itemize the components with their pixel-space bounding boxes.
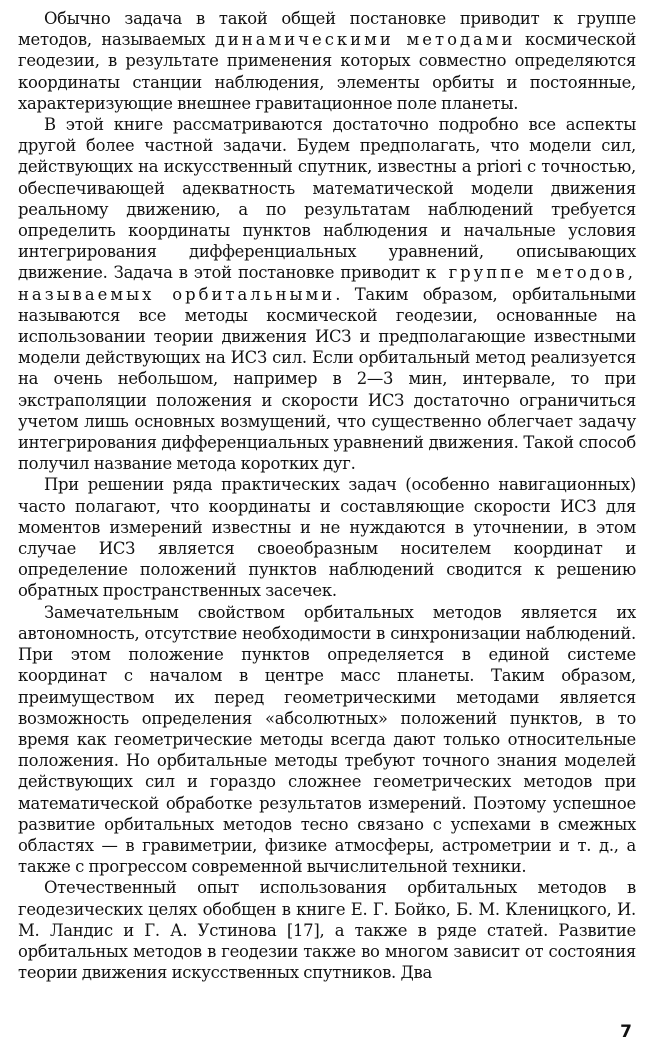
paragraph-dynamic-methods (18, 8, 636, 114)
paragraph-text: В этой книге рассматриваются достаточно подробно все аспекты другой более частной задачи. Будем предполагать, что модели сил, действующих на искусственный спутник, известны a priori с точностью, обеспечивающей адекватность математической модели движения реальному движению, а по результатам наблюдений требуется определить координаты пунктов наблюдения и начальные условия интегрирования дифференциальных уравнений, описывающих движение. Задача в этой постановке приводит (18, 115, 636, 283)
paragraph-navigation (18, 474, 636, 601)
page-body (18, 8, 636, 983)
paragraph-text: космической геодезии, в результате применения которых совместно определяются координаты станции наблюдения, элементы орбиты и постоянные, характеризующие внешнее гравитационное поле планеты. (18, 30, 637, 113)
paragraph-text: Замечательным свойством орбитальных методов является их автономность, отсутствие необходимости в синхронизации наблюдений. При этом положение пунктов определяется в единой системе координат с началом в центре масс планеты. Таким образом, преимуществом их перед геометрическими методами является возможность определения «абсолютных» положений пунктов, в то время как геометрические методы всегда дают только относительные положения. Но орбитальные методы требуют точного знания моделей действующих сил и гораздо сложнее геометрических методов при математической обработке результатов измерений. Поэтому успешное развитие орбитальных методов тесно связано с успехами в смежных областях — в гравиметрии, физике атмосферы, астрометрии и т. д., а также с прогрессом современной вычислительной техники. (18, 602, 636, 877)
paragraph-orbital-methods (18, 114, 636, 474)
paragraph-text: Обычно задача в такой общей постановке приводит к группе методов, называемых (18, 9, 636, 50)
paragraph-text: Отечественный опыт использования орбитальных методов в геодезических целях обобщен в книге Е. Г. Бойко, Б. М. Кленицкого, И. М. Ландис и Г. А. Устинова [17], а также в ряде статей. Развитие орбитальных методов в геодезии также во многом зависит от состояния теории движения искусственных спутников. Два (18, 878, 636, 983)
emphasis-term: к группе методов, называемых орбитальными (18, 263, 636, 304)
paragraph-text: При решении ряда практических задач (особенно навигационных) часто полагают, что координаты и составляющие скорости ИСЗ для моментов измерений известны и не нуждаются в уточнении, в этом случае ИСЗ является своеобразным носителем координат и определение положений пунктов наблюдений сводится к решению обратных пространственных засечек. (18, 475, 636, 601)
page-number: 7 (620, 1022, 632, 1042)
paragraph-text: . Таким образом, орбитальными называются все методы космической геодезии, основанные на использовании теории движения ИСЗ и предполагающие известными модели действующих на ИСЗ сил. Если орбитальный метод реализуется на очень небольшом, например в 2—3 мин, интервале, то при экстраполяции положения и скорости ИСЗ достаточно ограничиться учетом лишь основных возмущений, что существенно облегчает задачу интегрирования дифференциальных уравнений движения. Такой способ получил название метода коротких дуг. (18, 284, 636, 474)
paragraph-autonomy (18, 602, 636, 878)
paragraph-domestic-experience (18, 877, 636, 983)
emphasis-term: динамическими методами (214, 30, 516, 50)
